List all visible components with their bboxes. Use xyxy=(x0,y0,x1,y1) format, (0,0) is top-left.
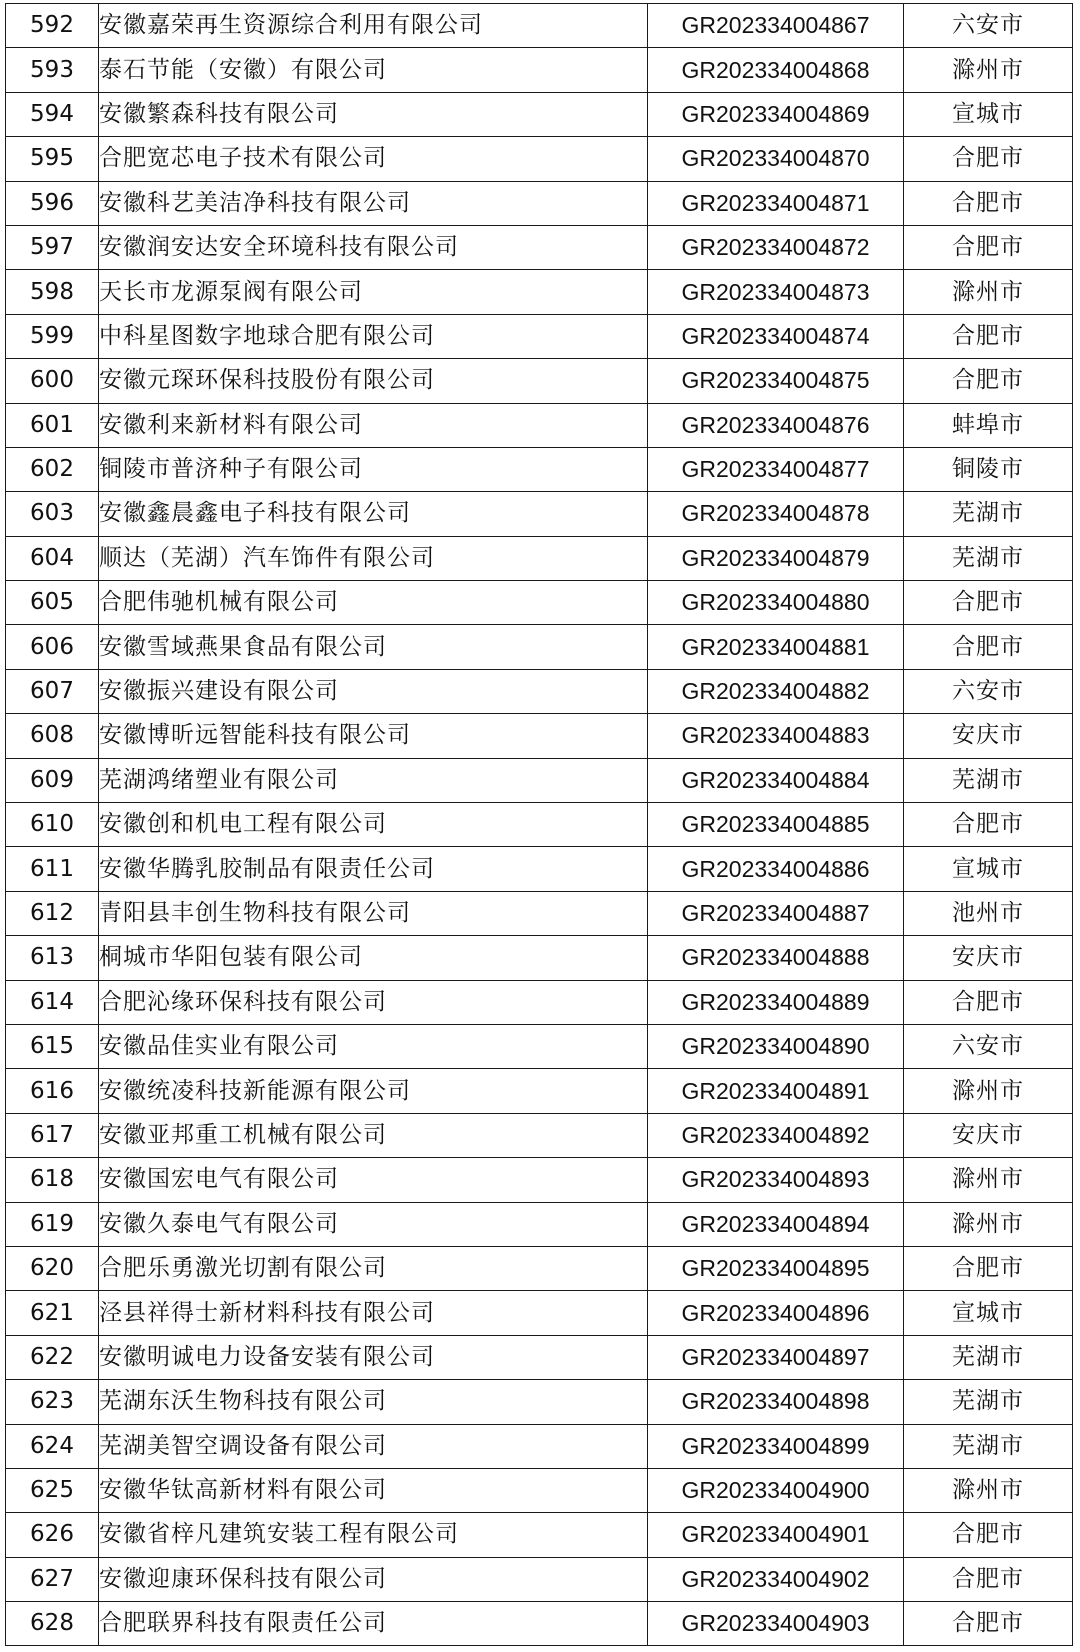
company-name: 安徽鑫晨鑫电子科技有限公司 xyxy=(99,492,648,536)
city: 芜湖市 xyxy=(904,492,1073,536)
certificate-code: GR202334004878 xyxy=(648,492,904,536)
row-number: 611 xyxy=(6,847,99,891)
city: 滁州市 xyxy=(904,1069,1073,1113)
company-name: 安徽科艺美洁净科技有限公司 xyxy=(99,181,648,225)
certificate-code: GR202334004888 xyxy=(648,936,904,980)
certificate-code: GR202334004876 xyxy=(648,403,904,447)
table-row xyxy=(6,803,1073,847)
table-row xyxy=(6,669,1073,713)
row-number: 622 xyxy=(6,1335,99,1379)
table-row xyxy=(6,1468,1073,1512)
table-row xyxy=(6,359,1073,403)
certificate-code: GR202334004870 xyxy=(648,137,904,181)
table-row xyxy=(6,181,1073,225)
row-number: 616 xyxy=(6,1069,99,1113)
row-number: 623 xyxy=(6,1380,99,1424)
certificate-code: GR202334004874 xyxy=(648,314,904,358)
row-number: 627 xyxy=(6,1557,99,1601)
company-name: 安徽博昕远智能科技有限公司 xyxy=(99,714,648,758)
company-name: 安徽明诚电力设备安装有限公司 xyxy=(99,1335,648,1379)
row-number: 613 xyxy=(6,936,99,980)
city: 芜湖市 xyxy=(904,1424,1073,1468)
company-name: 泰石节能（安徽）有限公司 xyxy=(99,48,648,92)
city: 合肥市 xyxy=(904,803,1073,847)
table-row xyxy=(6,1202,1073,1246)
row-number: 608 xyxy=(6,714,99,758)
company-name: 芜湖东沃生物科技有限公司 xyxy=(99,1380,648,1424)
company-name: 安徽创和机电工程有限公司 xyxy=(99,803,648,847)
row-number: 604 xyxy=(6,536,99,580)
certificate-code: GR202334004868 xyxy=(648,48,904,92)
company-name: 安徽久泰电气有限公司 xyxy=(99,1202,648,1246)
row-number: 625 xyxy=(6,1468,99,1512)
table-row xyxy=(6,891,1073,935)
city: 合肥市 xyxy=(904,1513,1073,1557)
table-row xyxy=(6,847,1073,891)
certificate-code: GR202334004879 xyxy=(648,536,904,580)
certificate-code: GR202334004881 xyxy=(648,625,904,669)
city: 蚌埠市 xyxy=(904,403,1073,447)
table-row xyxy=(6,980,1073,1024)
company-name: 安徽省梓凡建筑安装工程有限公司 xyxy=(99,1513,648,1557)
row-number: 615 xyxy=(6,1024,99,1068)
certificate-code: GR202334004885 xyxy=(648,803,904,847)
company-name: 安徽润安达安全环境科技有限公司 xyxy=(99,225,648,269)
certificate-code: GR202334004886 xyxy=(648,847,904,891)
city: 合肥市 xyxy=(904,1557,1073,1601)
city: 宣城市 xyxy=(904,92,1073,136)
certificate-code: GR202334004896 xyxy=(648,1291,904,1335)
row-number: 617 xyxy=(6,1113,99,1157)
row-number: 602 xyxy=(6,447,99,491)
table-row xyxy=(6,1069,1073,1113)
table-row xyxy=(6,1024,1073,1068)
city: 芜湖市 xyxy=(904,1335,1073,1379)
certificate-code: GR202334004894 xyxy=(648,1202,904,1246)
city: 六安市 xyxy=(904,669,1073,713)
company-name: 泾县祥得士新材料科技有限公司 xyxy=(99,1291,648,1335)
table-row xyxy=(6,4,1073,48)
row-number: 597 xyxy=(6,225,99,269)
company-name: 铜陵市普济种子有限公司 xyxy=(99,447,648,491)
city: 安庆市 xyxy=(904,714,1073,758)
table-body xyxy=(6,4,1073,1646)
company-name: 桐城市华阳包装有限公司 xyxy=(99,936,648,980)
row-number: 612 xyxy=(6,891,99,935)
table-row xyxy=(6,1513,1073,1557)
company-name: 合肥联界科技有限责任公司 xyxy=(99,1602,648,1646)
company-name: 安徽华腾乳胶制品有限责任公司 xyxy=(99,847,648,891)
table-row xyxy=(6,270,1073,314)
company-name: 安徽国宏电气有限公司 xyxy=(99,1158,648,1202)
company-name: 合肥乐勇激光切割有限公司 xyxy=(99,1246,648,1290)
city: 滁州市 xyxy=(904,1158,1073,1202)
row-number: 610 xyxy=(6,803,99,847)
company-name: 天长市龙源泵阀有限公司 xyxy=(99,270,648,314)
table-row xyxy=(6,137,1073,181)
certificate-code: GR202334004902 xyxy=(648,1557,904,1601)
city: 合肥市 xyxy=(904,625,1073,669)
row-number: 592 xyxy=(6,4,99,48)
city: 合肥市 xyxy=(904,980,1073,1024)
city: 安庆市 xyxy=(904,1113,1073,1157)
table-row xyxy=(6,1291,1073,1335)
certificate-code: GR202334004872 xyxy=(648,225,904,269)
company-name: 安徽嘉荣再生资源综合利用有限公司 xyxy=(99,4,648,48)
company-name: 芜湖鸿绪塑业有限公司 xyxy=(99,758,648,802)
table-row xyxy=(6,1380,1073,1424)
certificate-code: GR202334004899 xyxy=(648,1424,904,1468)
company-name: 合肥沁缘环保科技有限公司 xyxy=(99,980,648,1024)
certificate-code: GR202334004880 xyxy=(648,581,904,625)
table-row xyxy=(6,225,1073,269)
row-number: 607 xyxy=(6,669,99,713)
certificate-code: GR202334004883 xyxy=(648,714,904,758)
certificate-code: GR202334004871 xyxy=(648,181,904,225)
row-number: 599 xyxy=(6,314,99,358)
city: 六安市 xyxy=(904,1024,1073,1068)
certificate-code: GR202334004882 xyxy=(648,669,904,713)
certificate-code: GR202334004875 xyxy=(648,359,904,403)
row-number: 593 xyxy=(6,48,99,92)
row-number: 620 xyxy=(6,1246,99,1290)
city: 合肥市 xyxy=(904,359,1073,403)
company-table xyxy=(5,3,1073,1646)
certificate-code: GR202334004890 xyxy=(648,1024,904,1068)
row-number: 603 xyxy=(6,492,99,536)
company-name: 安徽利来新材料有限公司 xyxy=(99,403,648,447)
table-row xyxy=(6,1246,1073,1290)
certificate-code: GR202334004889 xyxy=(648,980,904,1024)
city: 合肥市 xyxy=(904,137,1073,181)
city: 滁州市 xyxy=(904,270,1073,314)
table-row xyxy=(6,581,1073,625)
city: 芜湖市 xyxy=(904,536,1073,580)
company-name: 安徽亚邦重工机械有限公司 xyxy=(99,1113,648,1157)
certificate-code: GR202334004903 xyxy=(648,1602,904,1646)
company-name: 安徽华钛高新材料有限公司 xyxy=(99,1468,648,1512)
certificate-code: GR202334004887 xyxy=(648,891,904,935)
certificate-code: GR202334004877 xyxy=(648,447,904,491)
table-row xyxy=(6,1424,1073,1468)
table-row xyxy=(6,1335,1073,1379)
table-row xyxy=(6,625,1073,669)
row-number: 594 xyxy=(6,92,99,136)
company-name: 中科星图数字地球合肥有限公司 xyxy=(99,314,648,358)
row-number: 619 xyxy=(6,1202,99,1246)
company-name: 安徽迎康环保科技有限公司 xyxy=(99,1557,648,1601)
city: 合肥市 xyxy=(904,225,1073,269)
table-row xyxy=(6,492,1073,536)
company-name: 安徽元琛环保科技股份有限公司 xyxy=(99,359,648,403)
company-name: 安徽统凌科技新能源有限公司 xyxy=(99,1069,648,1113)
row-number: 621 xyxy=(6,1291,99,1335)
city: 宣城市 xyxy=(904,1291,1073,1335)
table-row xyxy=(6,1557,1073,1601)
row-number: 595 xyxy=(6,137,99,181)
row-number: 601 xyxy=(6,403,99,447)
company-name: 安徽品佳实业有限公司 xyxy=(99,1024,648,1068)
city: 合肥市 xyxy=(904,181,1073,225)
company-name: 芜湖美智空调设备有限公司 xyxy=(99,1424,648,1468)
table-row xyxy=(6,403,1073,447)
row-number: 596 xyxy=(6,181,99,225)
city: 芜湖市 xyxy=(904,1380,1073,1424)
company-name: 安徽雪域燕果食品有限公司 xyxy=(99,625,648,669)
row-number: 609 xyxy=(6,758,99,802)
company-name: 顺达（芜湖）汽车饰件有限公司 xyxy=(99,536,648,580)
table-row xyxy=(6,714,1073,758)
row-number: 605 xyxy=(6,581,99,625)
certificate-code: GR202334004867 xyxy=(648,4,904,48)
company-name: 安徽繁森科技有限公司 xyxy=(99,92,648,136)
table-row xyxy=(6,314,1073,358)
city: 滁州市 xyxy=(904,1468,1073,1512)
row-number: 614 xyxy=(6,980,99,1024)
company-name: 安徽振兴建设有限公司 xyxy=(99,669,648,713)
city: 合肥市 xyxy=(904,1246,1073,1290)
table-row xyxy=(6,1158,1073,1202)
row-number: 624 xyxy=(6,1424,99,1468)
city: 铜陵市 xyxy=(904,447,1073,491)
certificate-code: GR202334004892 xyxy=(648,1113,904,1157)
certificate-code: GR202334004901 xyxy=(648,1513,904,1557)
row-number: 606 xyxy=(6,625,99,669)
table-row xyxy=(6,1113,1073,1157)
row-number: 598 xyxy=(6,270,99,314)
table-row xyxy=(6,48,1073,92)
city: 池州市 xyxy=(904,891,1073,935)
certificate-code: GR202334004873 xyxy=(648,270,904,314)
table-row xyxy=(6,936,1073,980)
city: 六安市 xyxy=(904,4,1073,48)
certificate-code: GR202334004897 xyxy=(648,1335,904,1379)
certificate-code: GR202334004900 xyxy=(648,1468,904,1512)
city: 合肥市 xyxy=(904,1602,1073,1646)
city: 合肥市 xyxy=(904,581,1073,625)
city: 宣城市 xyxy=(904,847,1073,891)
row-number: 628 xyxy=(6,1602,99,1646)
company-name: 合肥伟驰机械有限公司 xyxy=(99,581,648,625)
table-row xyxy=(6,758,1073,802)
table-row xyxy=(6,536,1073,580)
city: 安庆市 xyxy=(904,936,1073,980)
certificate-code: GR202334004898 xyxy=(648,1380,904,1424)
certificate-code: GR202334004893 xyxy=(648,1158,904,1202)
table-row xyxy=(6,1602,1073,1646)
table-row xyxy=(6,447,1073,491)
company-name: 青阳县丰创生物科技有限公司 xyxy=(99,891,648,935)
row-number: 600 xyxy=(6,359,99,403)
row-number: 626 xyxy=(6,1513,99,1557)
certificate-code: GR202334004891 xyxy=(648,1069,904,1113)
city: 合肥市 xyxy=(904,314,1073,358)
row-number: 618 xyxy=(6,1158,99,1202)
table-row xyxy=(6,92,1073,136)
city: 芜湖市 xyxy=(904,758,1073,802)
certificate-code: GR202334004869 xyxy=(648,92,904,136)
certificate-code: GR202334004884 xyxy=(648,758,904,802)
company-name: 合肥宽芯电子技术有限公司 xyxy=(99,137,648,181)
city: 滁州市 xyxy=(904,1202,1073,1246)
certificate-code: GR202334004895 xyxy=(648,1246,904,1290)
city: 滁州市 xyxy=(904,48,1073,92)
